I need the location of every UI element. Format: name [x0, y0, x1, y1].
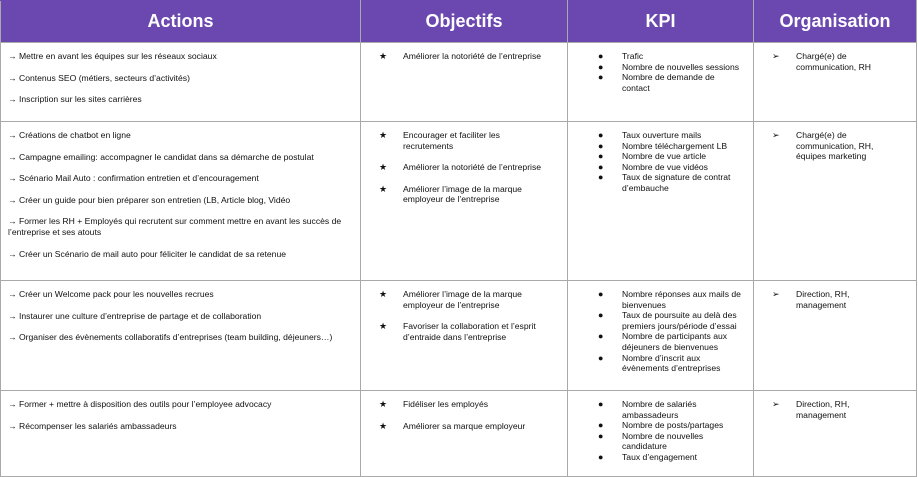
kpi-text: Nombre de vue article [622, 151, 707, 162]
star-icon: ★ [379, 289, 388, 299]
kpi-item [568, 420, 747, 431]
organisation-cell [754, 391, 917, 477]
actions-cell [1, 122, 361, 281]
bullet-icon: ● [598, 420, 604, 431]
objective-text: Encourager et faciliter les recrutements [403, 130, 500, 151]
organisation-cell [754, 122, 917, 281]
header-row [1, 1, 917, 43]
kpi-item [568, 310, 747, 331]
action-item: → Inscription sur les sites carrières [8, 94, 142, 105]
action-item: → Mettre en avant les équipes sur les réseaux sociaux [8, 51, 217, 61]
kpi-text: Nombre de posts/partages [622, 420, 724, 431]
action-item: → Créer un guide pour bien préparer son entretien (LB, Article blog, Vidéo [8, 194, 291, 205]
objectifs-cell [361, 391, 568, 477]
objective-item [361, 162, 561, 173]
kpi-item [568, 162, 747, 173]
star-icon: ★ [379, 399, 388, 409]
kpi-cell [568, 43, 754, 122]
organisation-cell [754, 43, 917, 122]
organisation-item [754, 399, 910, 420]
objectifs-cell [361, 281, 568, 391]
objective-text: Favoriser la collaboration et l’esprit d’entraide dans l’entreprise [403, 321, 536, 342]
bullet-icon: ● [598, 331, 604, 342]
bullet-icon: ● [598, 130, 604, 140]
bullet-icon: ● [598, 61, 604, 72]
kpi-text: Nombre réponses aux mails de bienvenues [622, 289, 741, 310]
bullet-icon: ● [598, 352, 604, 363]
objective-text: Améliorer sa marque employeur [403, 420, 526, 431]
kpi-item [568, 51, 747, 62]
star-icon: ★ [379, 162, 388, 173]
kpi-text: Nombre de salariés ambassadeurs [622, 399, 697, 420]
objectifs-cell [361, 43, 568, 122]
kpi-text: Taux ouverture mails [622, 130, 702, 140]
kpi-text: Nombre de nouvelles candidature [622, 430, 704, 452]
bullet-icon: ● [598, 310, 604, 321]
arrow-icon: ➢ [772, 289, 780, 299]
objective-item [361, 421, 561, 432]
kpi-item [568, 172, 747, 193]
kpi-item [568, 289, 747, 310]
table-row [1, 391, 917, 477]
bullet-icon: ● [598, 399, 604, 409]
table-row [1, 122, 917, 281]
bullet-icon: ● [598, 140, 604, 151]
actions-cell [1, 391, 361, 477]
table-row [1, 281, 917, 391]
arrow-icon: ➢ [772, 399, 780, 409]
action-item: → Instaurer une culture d’entreprise de partage et de collaboration [8, 310, 262, 321]
objective-item [361, 321, 561, 342]
objective-text: Améliorer la notoriété de l’entreprise [403, 51, 542, 61]
header-objectifs: Objectifs [361, 1, 568, 43]
star-icon: ★ [379, 51, 388, 61]
kpi-item [568, 452, 747, 463]
header-actions: Actions [1, 1, 361, 43]
star-icon: ★ [379, 420, 388, 431]
action-item: → Campagne emailing: accompagner le candidat dans sa démarche de postulat [8, 151, 314, 162]
bullet-icon: ● [598, 289, 604, 299]
kpi-text: Nombre de nouvelles sessions [622, 61, 740, 72]
action-item: → Organiser des évènements collaboratifs d’entreprises (team building, déjeuners…) [8, 332, 333, 343]
organisation-cell [754, 281, 917, 391]
objective-item [361, 399, 561, 410]
kpi-text: Trafic [622, 51, 644, 61]
bullet-icon: ● [598, 161, 604, 172]
objective-text: Améliorer la notoriété de l’entreprise [403, 162, 542, 173]
action-item: → Former les RH + Employés qui recrutent sur comment mettre en avant les succès de l’entreprise et ses atouts [8, 216, 342, 237]
kpi-item [568, 141, 747, 152]
action-item: → Créations de chatbot en ligne [8, 130, 131, 140]
kpi-text: Taux de signature de contrat d’embauche [622, 172, 731, 193]
kpi-item [568, 353, 747, 374]
organisation-item [754, 51, 910, 72]
bullet-icon: ● [598, 430, 604, 441]
bullet-icon: ● [598, 451, 604, 462]
kpi-item [568, 72, 747, 93]
kpi-cell [568, 391, 754, 477]
bullet-icon: ● [598, 72, 604, 83]
kpi-item [568, 431, 747, 452]
star-icon: ★ [379, 130, 388, 140]
bullet-icon: ● [598, 172, 604, 183]
objective-text: Améliorer l’image de la marque employeur de l’entreprise [403, 183, 522, 205]
actions-cell [1, 43, 361, 122]
organisation-text: Direction, RH, management [796, 399, 850, 420]
objective-text: Améliorer l’image de la marque employeur de l’entreprise [403, 289, 522, 310]
objective-item [361, 51, 561, 62]
kpi-item [568, 62, 747, 73]
action-item: → Scénario Mail Auto : confirmation entretien et d’encouragement [8, 173, 259, 184]
kpi-cell [568, 281, 754, 391]
arrow-icon: ➢ [772, 130, 780, 140]
action-item: → Récompenser les salariés ambassadeurs [8, 420, 177, 431]
action-item: → Créer un Scénario de mail auto pour féliciter le candidat de sa retenue [8, 248, 287, 259]
objective-item [361, 130, 561, 151]
organisation-item [754, 130, 910, 162]
organisation-item [754, 289, 910, 310]
objective-item [361, 289, 561, 310]
organisation-text: Chargé(e) de communication, RH, équipes marketing [796, 130, 874, 162]
organisation-text: Chargé(e) de communication, RH [796, 51, 871, 72]
arrow-icon: ➢ [772, 51, 780, 61]
kpi-text: Taux d’engagement [622, 451, 698, 462]
bullet-icon: ● [598, 51, 604, 61]
kpi-cell [568, 122, 754, 281]
objective-text: Fidéliser les employés [403, 399, 489, 409]
star-icon: ★ [379, 183, 388, 194]
action-item: → Former + mettre à disposition des outils pour l’employee advocacy [8, 399, 272, 409]
organisation-text: Direction, RH, management [796, 289, 850, 310]
kpi-text: Nombre de vue vidéos [622, 161, 708, 172]
header-kpi: KPI [568, 1, 754, 43]
kpi-item [568, 151, 747, 162]
objectifs-cell [361, 122, 568, 281]
action-item: → Créer un Welcome pack pour les nouvelles recrues [8, 289, 214, 299]
star-icon: ★ [379, 321, 388, 332]
kpi-item [568, 399, 747, 420]
kpi-text: Taux de poursuite au delà des premiers jours/période d’essai [622, 310, 737, 331]
header-organisation: Organisation [754, 1, 917, 43]
kpi-text: Nombre de participants aux déjeuners de bienvenues [622, 331, 728, 352]
action-item: → Contenus SEO (métiers, secteurs d’activités) [8, 72, 190, 83]
bullet-icon: ● [598, 151, 604, 162]
actions-cell [1, 281, 361, 391]
objective-item [361, 184, 561, 205]
table-row [1, 43, 917, 122]
kpi-item [568, 130, 747, 141]
kpi-text: Nombre téléchargement LB [622, 140, 728, 151]
kpi-text: Nombre d’inscrit aux évènements d’entreprises [622, 352, 721, 374]
kpi-text: Nombre de demande de contact [622, 72, 715, 93]
kpi-item [568, 331, 747, 352]
